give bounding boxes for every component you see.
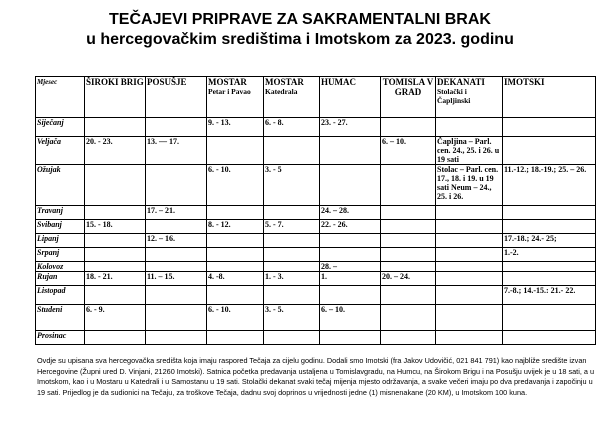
month-cell: Siječanj — [36, 118, 85, 137]
schedule-cell — [264, 234, 320, 248]
table-row — [36, 220, 596, 234]
schedule-cell — [85, 331, 146, 345]
schedule-cell: Stolac – Parl. cen. 17., 18. i 19. u 19 sati Neum – 24., 25. i 26. — [436, 165, 503, 206]
column-header — [436, 77, 503, 118]
column-header — [381, 77, 436, 118]
schedule-cell — [146, 118, 207, 137]
table-row — [36, 206, 596, 220]
month-cell: Srpanj — [36, 248, 85, 262]
schedule-cell — [264, 206, 320, 220]
schedule-cell: 3. - 5 — [264, 165, 320, 206]
schedule-cell — [381, 331, 436, 345]
month-cell: Studeni — [36, 305, 85, 331]
schedule-cell: 4. -8. — [207, 272, 264, 286]
schedule-cell — [436, 331, 503, 345]
schedule-cell — [320, 248, 381, 262]
schedule-cell — [381, 206, 436, 220]
schedule-cell — [503, 220, 596, 234]
column-header-label: DEKANATI — [437, 77, 485, 87]
schedule-cell — [436, 234, 503, 248]
schedule-cell — [207, 286, 264, 305]
schedule-cell — [503, 118, 596, 137]
schedule-cell — [207, 262, 264, 272]
schedule-cell — [207, 234, 264, 248]
schedule-cell — [146, 286, 207, 305]
schedule-cell — [207, 206, 264, 220]
month-cell: Svibanj — [36, 220, 85, 234]
schedule-cell: 18. - 21. — [85, 272, 146, 286]
schedule-cell — [436, 248, 503, 262]
schedule-cell — [381, 234, 436, 248]
page-subtitle: u hercegovačkim središtima i Imotskom za 2023. godinu — [86, 31, 514, 48]
month-cell: Travanj — [36, 206, 85, 220]
schedule-cell: 24. – 28. — [320, 206, 381, 220]
schedule-cell — [381, 248, 436, 262]
column-header-label: MOSTAR — [208, 77, 247, 87]
schedule-table — [35, 76, 596, 345]
schedule-cell: 5. - 7. — [264, 220, 320, 234]
schedule-cell: 22. - 26. — [320, 220, 381, 234]
schedule-cell: 6. – 10. — [381, 137, 436, 165]
schedule-cell — [85, 248, 146, 262]
schedule-cell — [146, 248, 207, 262]
column-header — [503, 77, 596, 118]
table-row — [36, 262, 596, 272]
schedule-cell: 11. – 15. — [146, 272, 207, 286]
schedule-cell — [146, 305, 207, 331]
column-header-label: ŠIROKI BRIG — [86, 77, 144, 87]
schedule-cell: 15. - 18. — [85, 220, 146, 234]
schedule-cell — [381, 262, 436, 272]
schedule-cell — [320, 234, 381, 248]
table-body — [36, 118, 596, 345]
column-header — [207, 77, 264, 118]
schedule-cell: 11.-12.; 18.-19.; 25. – 26. — [503, 165, 596, 206]
schedule-cell: Čapljina – Parl. cen. 24., 25. i 26. u 19 sati — [436, 137, 503, 165]
schedule-cell — [85, 206, 146, 220]
schedule-cell: 6. - 10. — [207, 165, 264, 206]
month-cell: Prosinac — [36, 331, 85, 345]
column-header-label: POSUŠJE — [147, 77, 187, 87]
schedule-cell — [503, 137, 596, 165]
schedule-cell — [207, 248, 264, 262]
schedule-cell: 1. — [320, 272, 381, 286]
schedule-cell: 12. – 16. — [146, 234, 207, 248]
schedule-cell — [320, 286, 381, 305]
schedule-cell — [146, 165, 207, 206]
schedule-cell — [85, 286, 146, 305]
column-header-label: Mjesec — [37, 78, 58, 86]
schedule-cell: 23. - 27. — [320, 118, 381, 137]
schedule-cell — [503, 272, 596, 286]
schedule-cell — [436, 305, 503, 331]
schedule-cell — [264, 137, 320, 165]
table-row — [36, 118, 596, 137]
schedule-cell: 6. - 9. — [85, 305, 146, 331]
schedule-cell — [85, 262, 146, 272]
schedule-cell — [436, 118, 503, 137]
schedule-cell: 20. – 24. — [381, 272, 436, 286]
schedule-cell: 1.-2. — [503, 248, 596, 262]
table-row — [36, 248, 596, 262]
schedule-cell — [436, 220, 503, 234]
schedule-cell: 1. - 3. — [264, 272, 320, 286]
schedule-cell — [436, 206, 503, 220]
schedule-cell — [436, 262, 503, 272]
schedule-cell — [146, 220, 207, 234]
schedule-cell: 7.-8.; 14.-15.: 21.- 22. — [503, 286, 596, 305]
schedule-cell — [264, 262, 320, 272]
schedule-cell — [381, 286, 436, 305]
page-title: TEČAJEVI PRIPRAVE ZA SAKRAMENTALNI BRAK — [109, 11, 491, 28]
schedule-cell — [503, 262, 596, 272]
schedule-cell: 6. – 10. — [320, 305, 381, 331]
month-cell: Ožujak — [36, 165, 85, 206]
table-row — [36, 234, 596, 248]
schedule-cell — [381, 165, 436, 206]
schedule-cell: 6. - 10. — [207, 305, 264, 331]
table-row — [36, 137, 596, 165]
column-header-label: HUMAC — [321, 77, 356, 87]
schedule-cell — [320, 165, 381, 206]
month-cell: Veljača — [36, 137, 85, 165]
column-header — [264, 77, 320, 118]
schedule-cell — [320, 331, 381, 345]
schedule-cell — [207, 331, 264, 345]
column-header-sublabel: Petar i Pavao — [208, 87, 251, 96]
table-row — [36, 272, 596, 286]
schedule-cell: 17.-18.; 24.- 25; — [503, 234, 596, 248]
schedule-cell — [85, 118, 146, 137]
month-cell: Lipanj — [36, 234, 85, 248]
schedule-cell — [503, 206, 596, 220]
schedule-cell — [436, 272, 503, 286]
schedule-cell — [85, 234, 146, 248]
schedule-cell — [146, 262, 207, 272]
schedule-cell — [207, 137, 264, 165]
column-header-label: MOSTAR — [265, 77, 304, 87]
footnote: Ovdje su upisana sva hercegovačka središta koja imaju raspored Tečaja za cijelu godinu. Dodali smo Imotski (fra Jakov Udovičić, 021 841 791) kao najbliže središte izvan Hercegovine (Župni ured D. Vinjani, 21260 Imotski). Satnica početka predavanja ustaljena u Tomislavgradu, na Humcu, na Širokom Brigu i na Posušju uvijek je u 18 sati, a u Imotskom, kao i u Mostaru u Katedrali i u Samostanu u 19 sati. Stolački dekanat svaki tečaj mijenja mjesto održavanja, a svake večeri imaju po dva predavanja i započinju u 19 sati. Prijedlog je da sudionici na Tečaju, za troškove Tečaja, dadnu svoj doprinos u vrijednosti jedne (1) misnenakane (20 KM), u Imotskom 100 kuna. — [37, 356, 595, 397]
schedule-cell: 8. - 12. — [207, 220, 264, 234]
column-header-sublabel: Stolački i Čapljinski — [437, 87, 471, 105]
schedule-cell — [264, 286, 320, 305]
schedule-cell: 20. - 23. — [85, 137, 146, 165]
month-cell: Kolovoz — [36, 262, 85, 272]
schedule-cell: 13. — 17. — [146, 137, 207, 165]
schedule-cell — [146, 331, 207, 345]
schedule-cell — [503, 331, 596, 345]
schedule-cell: 6. - 8. — [264, 118, 320, 137]
schedule-cell — [381, 220, 436, 234]
table-row — [36, 331, 596, 345]
column-header-label: IMOTSKI — [504, 77, 545, 87]
schedule-cell — [264, 248, 320, 262]
header-row — [36, 77, 596, 118]
month-cell: Rujan — [36, 272, 85, 286]
month-cell: Listopad — [36, 286, 85, 305]
schedule-cell — [320, 137, 381, 165]
schedule-cell: 3. - 5. — [264, 305, 320, 331]
column-header — [85, 77, 146, 118]
schedule-cell: 28. – — [320, 262, 381, 272]
schedule-cell: 9. - 13. — [207, 118, 264, 137]
table-row — [36, 286, 596, 305]
column-header — [146, 77, 207, 118]
schedule-cell — [436, 286, 503, 305]
schedule-cell — [503, 305, 596, 331]
schedule-cell — [381, 305, 436, 331]
table-row — [36, 305, 596, 331]
table-row — [36, 165, 596, 206]
schedule-cell — [264, 331, 320, 345]
column-header — [320, 77, 381, 118]
schedule-cell — [381, 118, 436, 137]
column-header — [36, 77, 85, 118]
schedule-cell — [85, 165, 146, 206]
schedule-cell: 17. – 21. — [146, 206, 207, 220]
column-header-label: TOMISLA V GRAD — [382, 77, 434, 97]
column-header-sublabel: Katedrala — [265, 87, 298, 96]
